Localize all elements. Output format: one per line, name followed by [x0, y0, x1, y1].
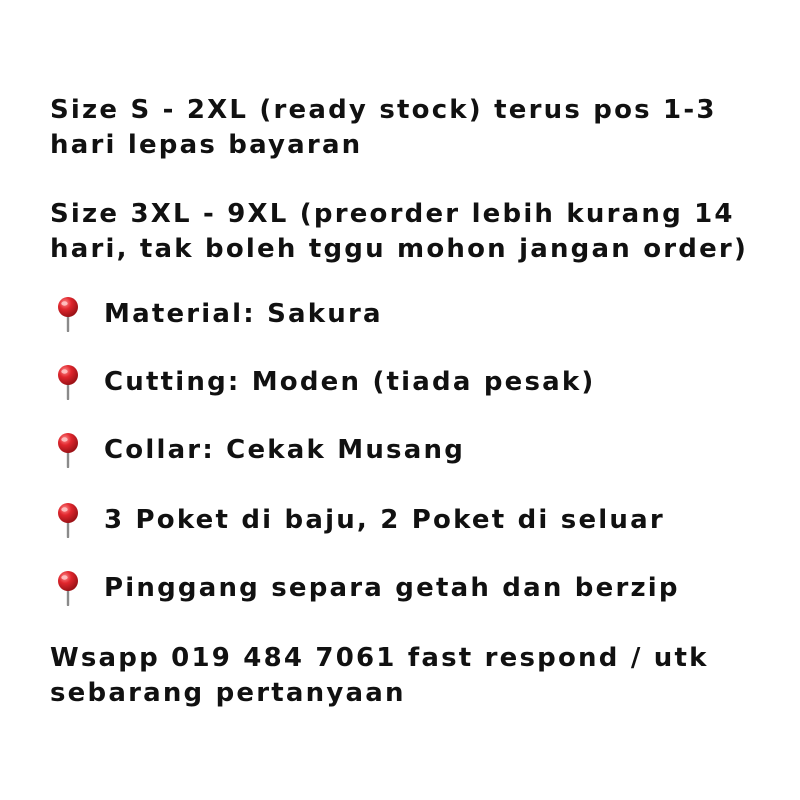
- pushpin-icon: [50, 570, 86, 606]
- feature-item-waist: [50, 570, 680, 606]
- feature-text: Cutting: Moden (tiada pesak): [104, 367, 596, 397]
- feature-item-collar: [50, 432, 465, 468]
- feature-item-pockets: [50, 502, 665, 538]
- stock-info: [50, 93, 717, 163]
- feature-item-material: [50, 296, 383, 332]
- contact-info-line-1: Wsapp 019 484 7061 fast respond / utk: [50, 643, 709, 673]
- pushpin-icon: [50, 364, 86, 400]
- contact-info-line-2: sebarang pertanyaan: [50, 678, 406, 708]
- feature-item-cutting: [50, 364, 596, 400]
- stock-info-line-1: Size S - 2XL (ready stock) terus pos 1-3: [50, 95, 717, 125]
- pushpin-icon: [50, 296, 86, 332]
- feature-text: 3 Poket di baju, 2 Poket di seluar: [104, 505, 665, 535]
- contact-info: [50, 641, 709, 711]
- preorder-info-line-2: hari, tak boleh tggu mohon jangan order): [50, 234, 749, 264]
- preorder-info-line-1: Size 3XL - 9XL (preorder lebih kurang 14: [50, 199, 735, 229]
- feature-text: Material: Sakura: [104, 299, 383, 329]
- stock-info-line-2: hari lepas bayaran: [50, 130, 363, 160]
- preorder-info: [50, 197, 748, 267]
- pushpin-icon: [50, 432, 86, 468]
- pushpin-icon: [50, 502, 86, 538]
- feature-text: Pinggang separa getah dan berzip: [104, 573, 680, 603]
- feature-text: Collar: Cekak Musang: [104, 435, 466, 465]
